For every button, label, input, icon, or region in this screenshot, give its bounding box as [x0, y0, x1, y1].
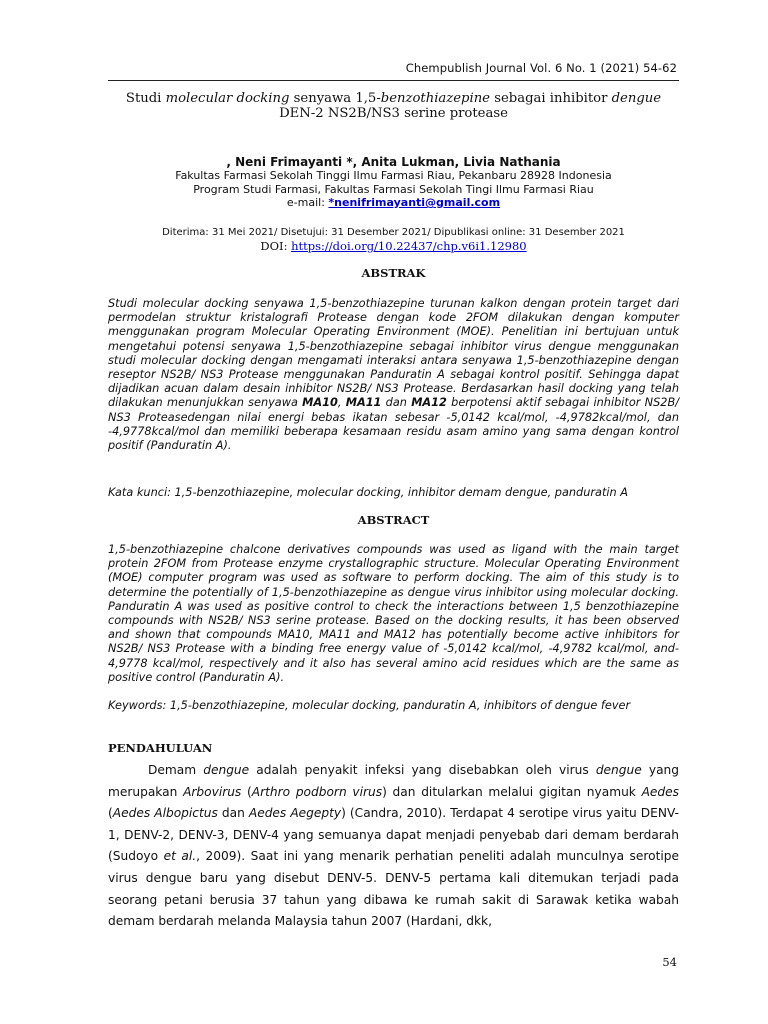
- section-heading-pendahuluan: PENDAHULUAN: [108, 741, 213, 755]
- affiliation-1: Fakultas Farmasi Sekolah Tinggi Ilmu Farmasi Riau, Pekanbaru 28928 Indonesia: [175, 169, 612, 182]
- email-line: e-mail: *nenifrimayanti@gmail.com: [286, 196, 501, 209]
- abstract-heading: ABSTRACT: [357, 513, 430, 527]
- intro-paragraph: Demam dengue adalah penyakit infeksi yang disebabkan oleh virus dengue yang merupakan Arbovirus (Arthro podborn virus) dan ditularkan melalui gigitan nyamuk Aedes (Aedes Albopictus dan Aedes Aegepty) (Candra, 2010). Terdapat 4 serotipe virus yaitu DENV-1, DENV-2, DENV-3, DENV-4 yang semuanya dapat menjadi penyebab dari demam berdarah (Sudoyo et al., 2009). Saat ini yang menarik perhatian peneliti adalah munculnya serotipe virus dengue baru yang disebut DENV-5. DENV-5 pertama kali ditemukan terjadi pada seorang petani berusia 37 tahun yang dibawa ke rumah sakit di Sarawak ketika wabah demam berdarah melanda Malaysia tahun 2007 (Hardani, dkk,: [108, 763, 680, 929]
- abstrak-heading: ABSTRAK: [361, 266, 426, 280]
- affiliation-2: Program Studi Farmasi, Fakultas Farmasi Sekolah Tingi Ilmu Farmasi Riau: [193, 183, 594, 196]
- header-rule: [108, 80, 679, 81]
- compound-ma10: MA10: [302, 396, 338, 410]
- compound-ma11: MA11: [345, 396, 382, 410]
- keywords: Keywords: 1,5-benzothiazepine, molecular docking, panduratin A, inhibitors of dengue fever: [108, 699, 631, 712]
- journal-header: Chempublish Journal Vol. 6 No. 1 (2021) 54-62: [405, 61, 677, 75]
- publication-dates: Diterima: 31 Mei 2021/ Disetujui: 31 Desember 2021/ Dipublikasi online: 31 Desember 2021: [162, 227, 625, 238]
- page-number: 54: [662, 955, 677, 969]
- abstract-text: 1,5-benzothiazepine chalcone derivatives compounds was used as ligand with the main target protein 2FOM from Protease enzyme crystallographic structure. Molecular Operating Environment (MOE) computer program was used as software to perform docking. The aim of this study is to determine the potentially of 1,5-benzothiazepine as dengue virus inhibitor using molecular docking. Panduratin A was used as positive control to check the interactions between 1,5 benzothiazepine compounds with NS2B/ NS3 serine protease. Based on the docking results, it has been observed and shown that compounds MA10, MA11 and MA12 has potentially become active inhibitors for NS2B/ NS3 Protease with a binding free energy value of -5,0142 kcal/mol, -4,9782 kcal/mol, and-4,9778 kcal/mol, respectively and it also has several amino acid residues which are the same as positive control (Panduratin A).: [108, 543, 679, 684]
- kata-kunci: Kata kunci: 1,5-benzothiazepine, molecular docking, inhibitor demam dengue, panduratin A: [108, 486, 629, 499]
- author-list: , Neni Frimayanti *, Anita Lukman, Livia Nathania: [226, 155, 561, 169]
- doi-link[interactable]: https://doi.org/10.22437/chp.v6i1.12980: [291, 239, 527, 253]
- paper-title: Studi molecular docking senyawa 1,5-benzothiazepine sebagai inhibitor dengue DEN-2 NS2B/NS3 serine protease: [125, 91, 662, 121]
- email-link[interactable]: *nenifrimayanti@gmail.com: [328, 196, 501, 209]
- doi-line: DOI: https://doi.org/10.22437/chp.v6i1.12980: [260, 239, 527, 253]
- abstrak-text: Studi molecular docking senyawa 1,5-benzothiazepine turunan kalkon dengan protein target dari permodelan struktur kristalografi Protease dengan kode 2FOM dilakukan dengan komputer menggunakan program Molecular Operating Environment (MOE). Penelitian ini bertujuan untuk mengetahui potensi senyawa 1,5-benzothiazepine sebagai inhibitor virus dengue menggunakan studi molecular docking dengan mengamati interaksi antara senyawa 1,5-benzothiazepine dengan reseptor NS2B/ NS3 Protease menggunakan Panduratin A sebagai kontrol positif. Sehingga dapat dijadikan acuan dalam desain inhibitor NS2B/ NS3 Protease. Berdasarkan hasil docking yang telah dilakukan menunjukkan senyawa MA10, MA11 dan MA12 berpotensi aktif sebagai inhibitor NS2B/ NS3 Proteasedengan nilai energi bebas ikatan sebesar -5,0142 kcal/mol, -4,9782kcal/mol, dan -4,9778kcal/mol dan memiliki beberapa kesamaan residu asam amino yang sama dengan kontrol positif (Panduratin A).: [108, 297, 680, 453]
- compound-ma12: MA12: [411, 396, 447, 410]
